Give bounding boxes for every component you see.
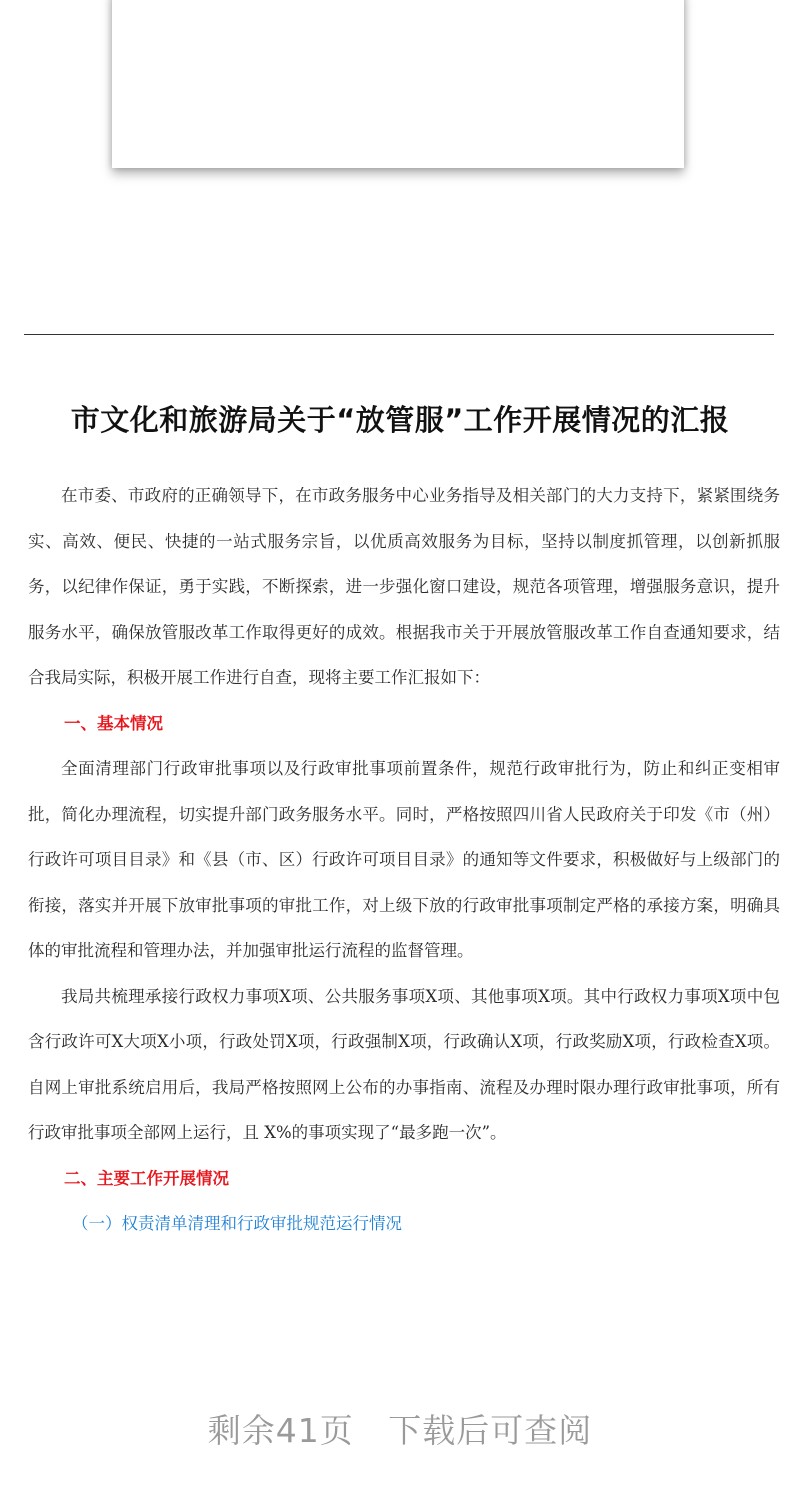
section1-paragraph-1: 全面清理部门行政审批事项以及行政审批事项前置条件，规范行政审批行为，防止和纠正变相审批，简化办理流程，切实提升部门政务服务水平。同时，严格按照四川省人民政府关于印发《市（州）行政许可项目目录》和《县（市、区）行政许可项目目录》的通知等文件要求，积极做好与上级部门的衔接，落实并开展下放审批事项的审批工作，对上级下放的行政审批事项制定严格的承接方案，明确具体的审批流程和管理办法，并加强审批运行流程的监督管理。 — [28, 759, 780, 960]
download-banner[interactable] — [0, 1405, 800, 1452]
download-hint-text: 下载后可查阅 — [388, 1411, 593, 1450]
section1-heading: 一、基本情况 — [64, 713, 163, 733]
section2-subheading-1: （一）权责清单清理和行政审批规范运行情况 — [72, 1214, 402, 1233]
document-body — [28, 473, 780, 1247]
page-divider — [24, 334, 774, 335]
intro-paragraph: 在市委、市政府的正确领导下，在市政务服务中心业务指导及相关部门的大力支持下，紧紧围绕务实、高效、便民、快捷的一站式服务宗旨，以优质高效服务为目标，坚持以制度抓管理，以创新抓服务，以纪律作保证，勇于实践，不断探索，进一步强化窗口建设，规范各项管理，增强服务意识，提升服务水平，确保放管服改革工作取得更好的成效。根据我市关于开展放管服改革工作自查通知要求，结合我局实际，积极开展工作进行自查，现将主要工作汇报如下： — [28, 486, 780, 687]
section1-paragraph-2: 我局共梳理承接行政权力事项X项、公共服务事项X项、其他事项X项。其中行政权力事项X项中包含行政许可X大项X小项，行政处罚X项，行政强制X项，行政确认X项，行政奖励X项，行政检查X项。自网上审批系统启用后，我局严格按照网上公布的办事指南、流程及办理时限办理行政审批事项，所有行政审批事项全部网上运行，且 X%的事项实现了“最多跑一次”。 — [28, 986, 780, 1142]
remaining-pages-text: 剩余41页 — [207, 1411, 354, 1450]
previous-page-preview — [112, 0, 684, 168]
document-title: 市文化和旅游局关于“放管服”工作开展情况的汇报 — [70, 403, 730, 437]
section2-heading: 二、主要工作开展情况 — [64, 1168, 229, 1188]
